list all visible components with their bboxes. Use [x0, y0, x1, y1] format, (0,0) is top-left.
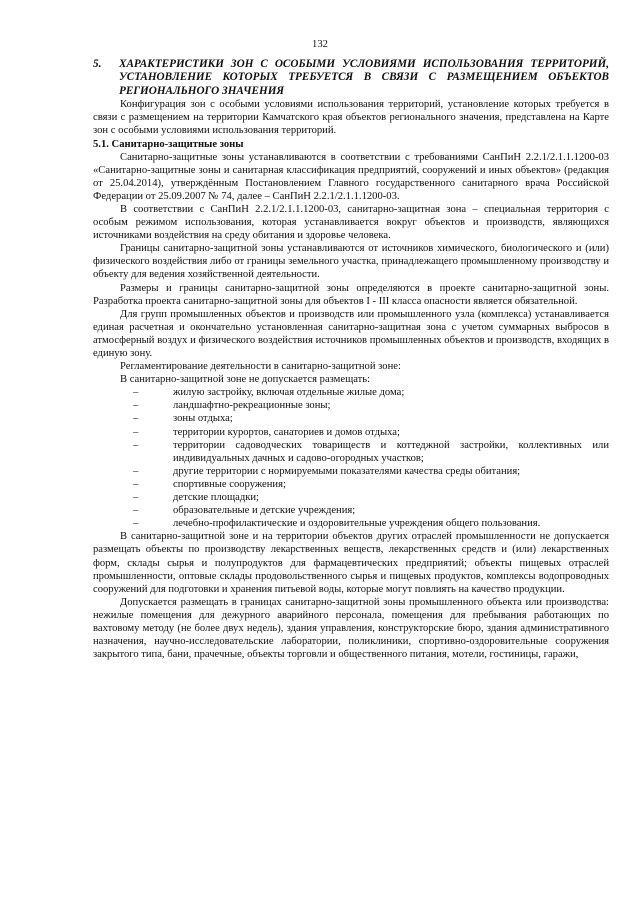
page-number: 132 [312, 39, 328, 50]
dash-marker: – [133, 426, 139, 438]
dash-marker: – [133, 400, 139, 412]
paragraph: В санитарно-защитной зоне и на территории объектов других отраслей промышленности не допускается размещать объекты по производству лекарственных веществ, лекарственных средств и (или) лекарственных форм, склады сырья и полупродуктов для фармацевтических предприятий; объекты пищевых отраслей промышленности, оптовые склады продовольственного сырья и пищевых продуктов, комплексы водопроводных сооружений для подготовки и хранения питьевой воды, которые могут повлиять на качество продукции. [93, 531, 609, 595]
paragraph: В санитарно-защитной зоне не допускается размещать: [120, 374, 371, 386]
dash-marker: – [133, 478, 139, 490]
section-heading [93, 58, 609, 98]
dash-marker: – [133, 387, 139, 399]
list-item [93, 517, 609, 530]
list-item-text: спортивные сооружения; [173, 478, 286, 490]
list-item [93, 412, 609, 425]
list-item-text: лечебно-профилактические и оздоровительные учреждения общего пользования. [173, 518, 541, 530]
list-item [93, 399, 609, 412]
list-item-text: территории садоводческих товариществ и коттеджной застройки, коллективных или индивидуальных дачных и садово-огородных участков; [173, 439, 609, 464]
dash-marker: – [133, 518, 139, 530]
list-item [93, 386, 609, 399]
list-item-text: зоны отдыха; [173, 413, 233, 425]
list-item [93, 465, 609, 478]
intro-paragraph: Конфигурация зон с особыми условиями использования территорий, установление которых требуется в связи с размещением на территории Камчатского края объектов регионального значения, представлена на Карте зон с особыми условиями использования территорий. [93, 99, 609, 137]
subsection-title: 5.1. Санитарно-защитные зоны [93, 138, 244, 150]
paragraph: Границы санитарно-защитной зоны устанавливаются от источников химического, биологического и (или) физического воздействия либо от границы земельного участка, принадлежащего промышленному производству и объекту для ведения хозяйственной деятельности. [93, 243, 609, 281]
dash-marker: – [133, 465, 139, 477]
list-item [93, 478, 609, 491]
list-item [93, 426, 609, 439]
paragraph: Допускается размещать в границах санитарно-защитной зоны промышленного объекта или производства: нежилые помещения для дежурного аварийного персонала, помещения для пребывания работающих по вахтовому методу (не более двух недель), здания управления, конструкторские бюро, здания административного назначения, научно-исследовательские лаборатории, поликлиники, спортивно-оздоровительные сооружения закрытого типа, бани, прачечные, объекты торговли и общественного питания, мотели, гостиницы, гаражи, [93, 596, 609, 661]
list-item-text: ландшафтно-рекреационные зоны; [173, 400, 331, 412]
list-item [93, 491, 609, 504]
list-item [93, 504, 609, 517]
paragraph: В соответствии с СанПиН 2.2.1/2.1.1.1200-03, санитарно-защитная зона – специальная территория с особым режимом использования, которая устанавливается вокруг объектов и производств, являющихся источниками воздействия на среду обитания и здоровье человека. [93, 203, 609, 242]
list-item-text: образовательные и детские учреждения; [173, 505, 356, 517]
list-item-text: детские площадки; [173, 492, 259, 504]
list-item-text: другие территории с нормируемыми показателями качества среды обитания; [173, 465, 521, 477]
dash-marker: – [133, 505, 139, 517]
section-number: 5. [93, 58, 102, 70]
paragraph: Для групп промышленных объектов и производств или промышленного узла (комплекса) устанавливается единая расчетная и окончательно установленная санитарно-защитная зона с учетом суммарных выбросов в атмосферный воздух и физического воздействия источников промышленных объектов и производств, входящих в единую зону. [93, 308, 609, 359]
dash-marker: – [133, 492, 139, 504]
paragraph: Санитарно-защитные зоны устанавливаются в соответствии с требованиями СанПиН 2.2.1/2.1.1.1200-03 «Санитарно-защитные зоны и санитарная классификация предприятий, сооружений и иных объектов» (редакция от 25.04.2014), утверждённым Постановлением Главного государственного санитарного врача Российской Федерации от 25.09.2007 № 74, далее – СанПиН 2.2.1/2.1.1.1200-03. [93, 151, 609, 202]
dash-marker: – [133, 439, 139, 451]
list-item-text: территории курортов, санаториев и домов отдыха; [173, 426, 400, 438]
list-item-text: жилую застройку, включая отдельные жилые дома; [173, 387, 405, 399]
list-item [93, 439, 609, 465]
paragraph: Регламентирование деятельности в санитарно-защитной зоне: [120, 361, 401, 373]
page-content [93, 58, 609, 661]
dash-marker: – [133, 413, 139, 425]
prohibited-list [93, 386, 609, 530]
paragraph: Размеры и границы санитарно-защитной зоны определяются в проекте санитарно-защитной зоны. Разработка проекта санитарно-защитной зоны для объектов I - III класса опасности является обязательной. [93, 282, 609, 307]
section-title: ХАРАКТЕРИСТИКИ ЗОН С ОСОБЫМИ УСЛОВИЯМИ ИСПОЛЬЗОВАНИЯ ТЕРРИТОРИЙ, УСТАНОВЛЕНИЕ КОТОРЫХ ТРЕБУЕТСЯ В СВЯЗИ С РАЗМЕЩЕНИЕМ ОБЪЕКТОВ РЕГИОНАЛЬНОГО ЗНАЧЕНИЯ [119, 58, 609, 97]
